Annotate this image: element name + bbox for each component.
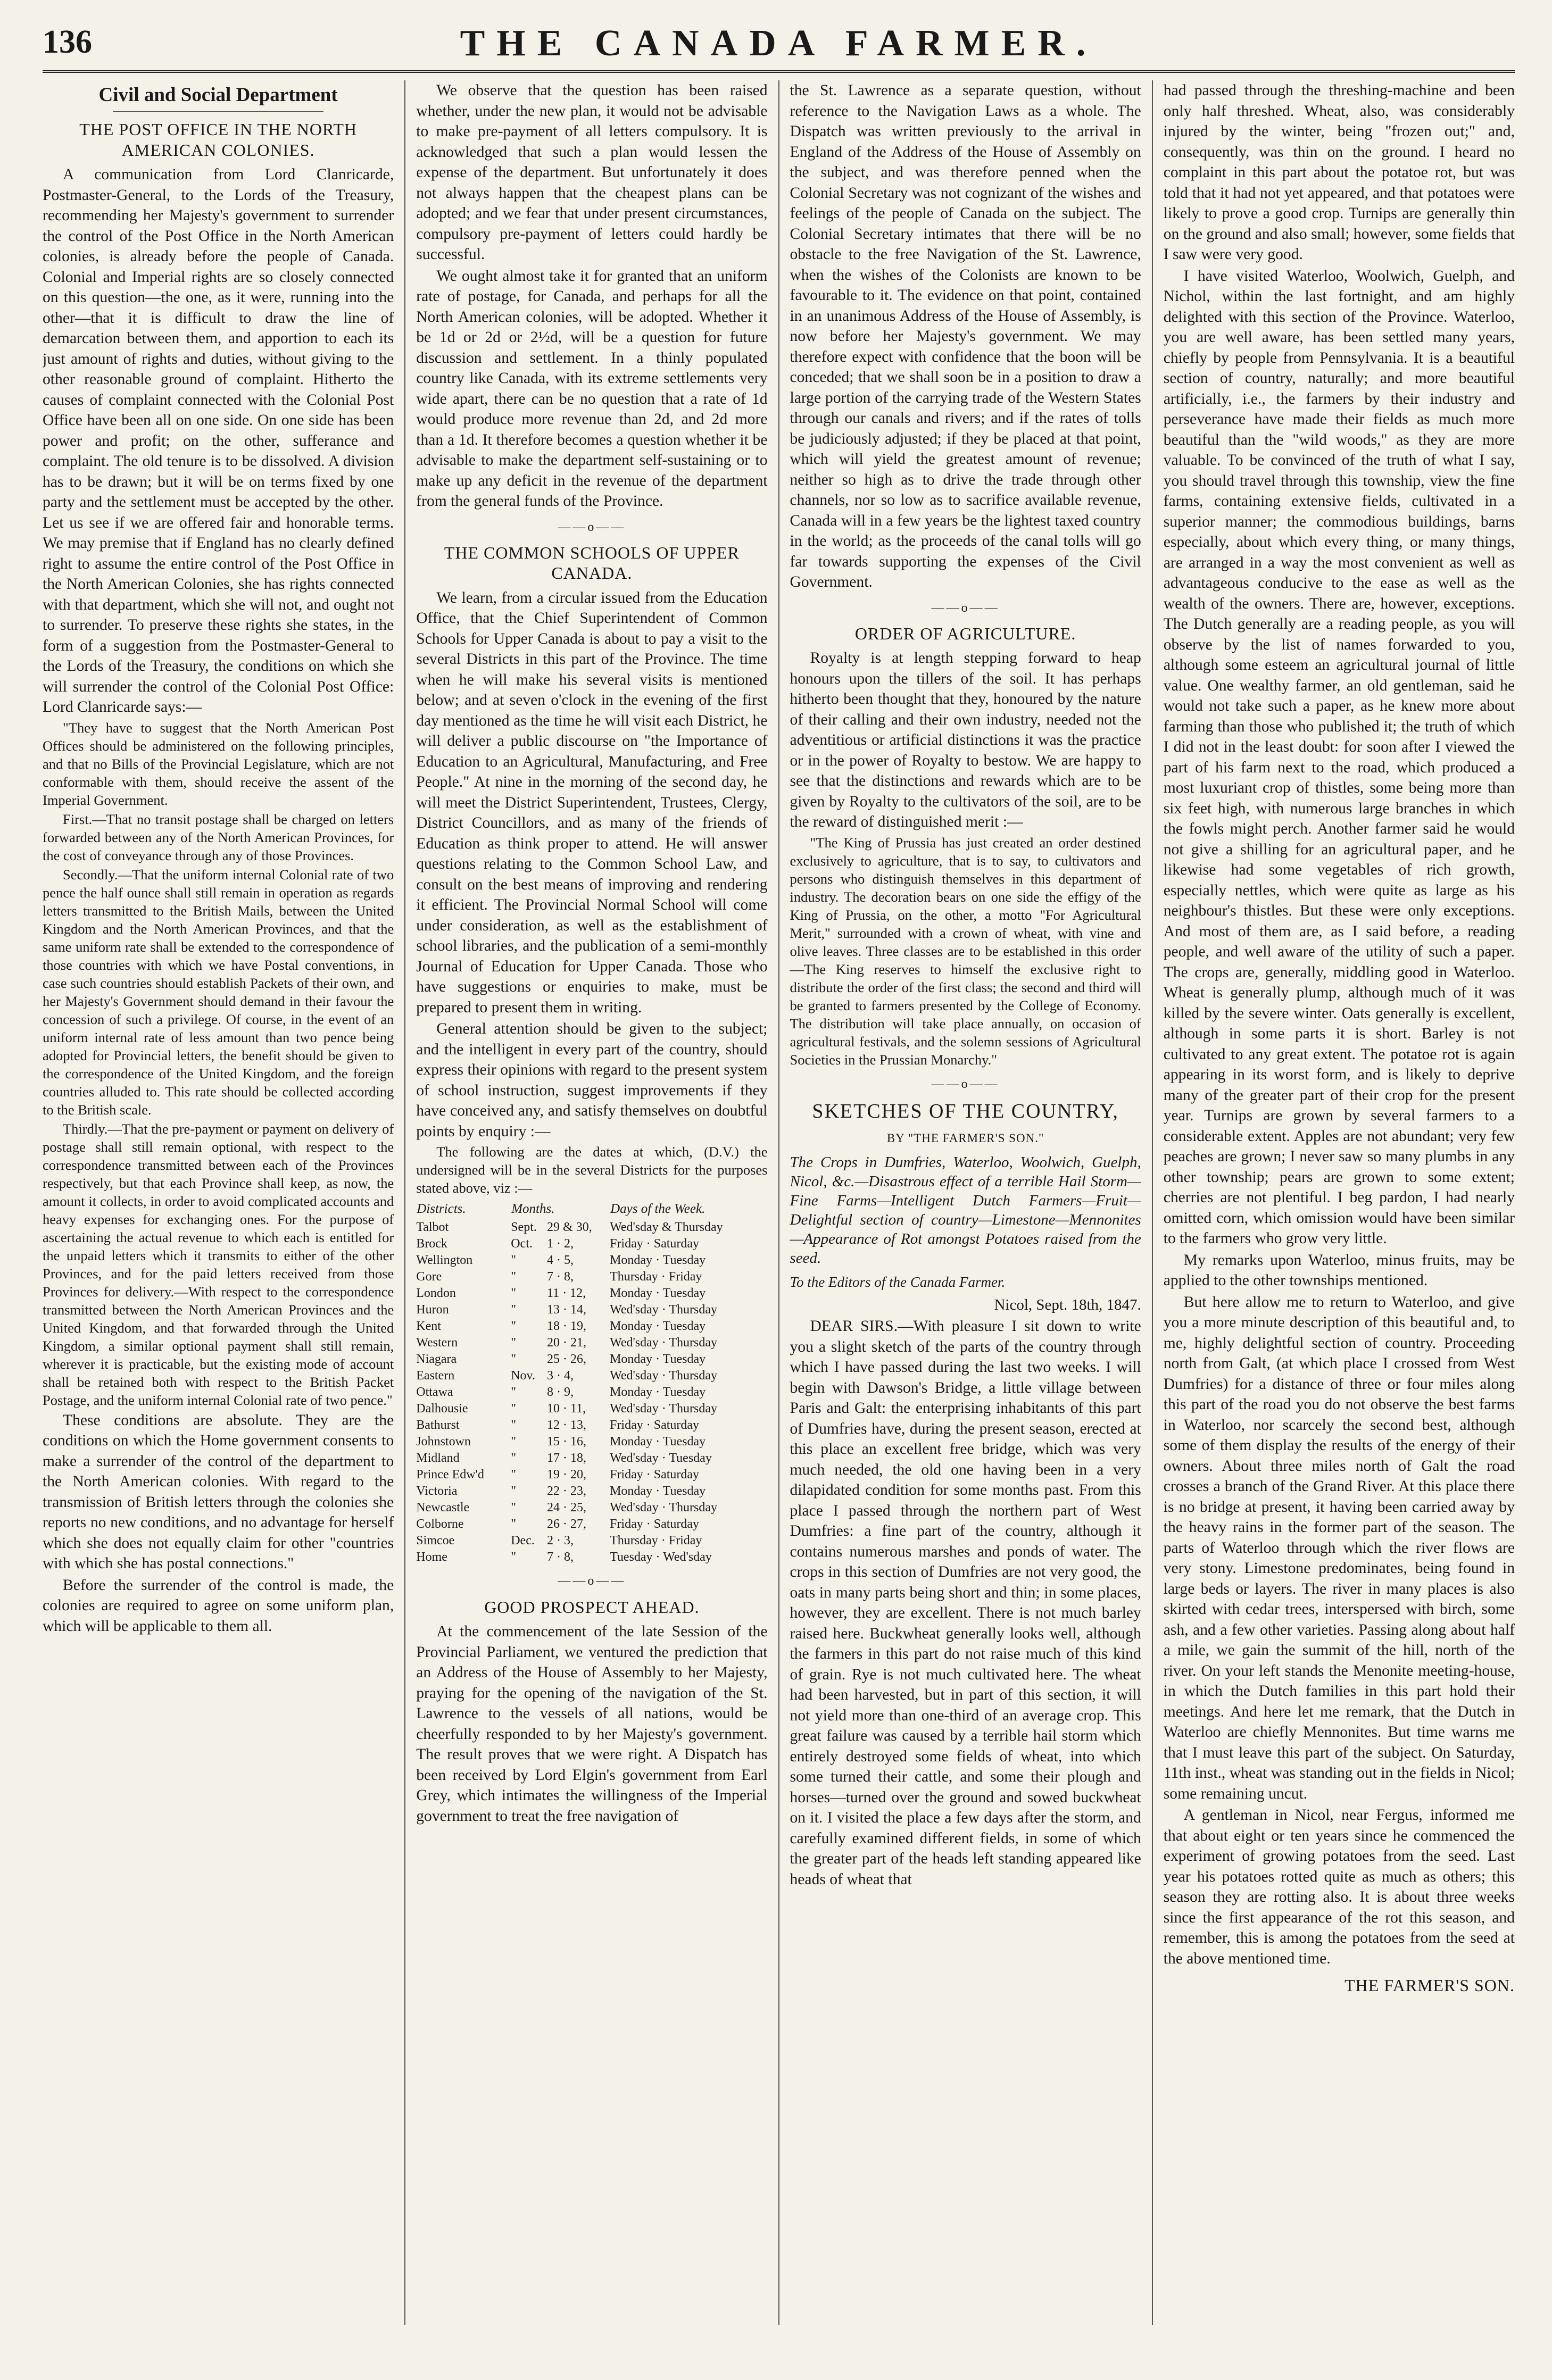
salutation-to-editors: To the Editors of the Canada Farmer. bbox=[790, 1274, 1006, 1291]
schedule-district: Simcoe bbox=[416, 1534, 455, 1548]
column-1 bbox=[43, 80, 404, 2325]
schedule-days: Wed'sday · Thursday bbox=[610, 1402, 717, 1416]
byline: BY "THE FARMER'S SON." bbox=[886, 1131, 1044, 1145]
schedule-header: Days of the Week. bbox=[610, 1202, 706, 1217]
dateline: Nicol, Sept. 18th, 1847. bbox=[994, 1296, 1141, 1313]
schedule-month: " bbox=[511, 1352, 516, 1367]
schedule-month: " bbox=[511, 1303, 516, 1317]
schedule-days: Thursday · Friday bbox=[610, 1270, 702, 1284]
paragraph: General attention should be given to the subject; and the intelligent in every part of the country, should express their opinions with regard to the present system of school instruction, suggest improvements if they have conceived any, and satisfy themselves on doubtful points by enquiry :— bbox=[416, 1020, 768, 1140]
schedule-district: Prince Edw'd bbox=[416, 1468, 484, 1482]
schedule-days: Wed'sday · Thursday bbox=[610, 1369, 717, 1383]
paragraph: "The King of Prussia has just created an order destined exclusively to agriculture, that is to say, to cultivators and persons who distinguish themselves in this department of industry. The decoration bears on one side the effigy of the King of Prussia, on the other, a motto "For Agricultural Merit," surrounded with a crown of wheat, with vine and olive leaves. Three classes are to be established in this order—The King reserves to himself the exclusive right to distribute the order of the first class; the second and third will be granted to farmers presented by the College of Economy. The distribution will take place annually, on occasion of agricultural festivals, and the solemn sessions of Agricultural Societies in the Prussian Monarchy." bbox=[790, 834, 1141, 1068]
paragraph: These conditions are absolute. They are the conditions on which the Home government consents to make a surrender of the control of the department to the North American colonies. With regard to the transmission of British letters through the colonies she reports no new conditions, and no advantage for herself which she does not equally claim for other "countries with which she has postal connections." bbox=[43, 1411, 394, 1572]
schedule-days: Wed'sday & Thursday bbox=[610, 1220, 723, 1235]
schedule-dates: 24 · 25, bbox=[547, 1501, 587, 1515]
schedule-dates: 29 & 30, bbox=[547, 1220, 592, 1235]
schedule-dates: 19 · 20, bbox=[547, 1468, 587, 1482]
paragraph: I have visited Waterloo, Woolwich, Guelph, and Nichol, within the last fortnight, and am highly delighted with this section of the Province. Waterloo, you are well aware, has been settled many years, chiefly by people from Pennsylvania. It is a beautiful section of country, naturally; and more beautiful artificially, i.e., the farmers by their industry and perseverance have made their fields as much more beautiful than the "wild woods," as they are more valuable. To be convinced of the truth of what I say, you should travel through this township, view the fine farms, containing extensive fields, cultivated in a superior manner; the commodious buildings, barns especially, about which every thing, or many things, are arranged in a way the most convenient as well as advantageous conducive to the ease as well as the wealth of the owners. There are, however, exceptions. The Dutch generally are a reading people, as you will observe by the list of names forwarded to you, although some esteem an agricultural journal of little value. One wealthy farmer, an old gentleman, said he would not take such a paper, as he knew more about farming than those who published it; the truth of which I did not in the least doubt: for soon after I viewed the part of his farm next to the road, which produced a most luxuriant crop of thistles, some being more than six feet high, with numerous large branches in which the fowls might perch. Another farmer said he would not give a shilling for an agricultural paper, and he likewise had some vegetables of rich growth, especially nettles, which were quite as large as his neighbour's thistles. But these were only exceptions. And most of them are, as I said before, a reading people, and well aware of the utility of such a paper. The crops are, generally, middling good in Waterloo. Wheat is generally plump, although much of it was killed by the severe winter. Oats generally is excellent, although in some parts it is short. Barley is not cultivated to any great extent. The potatoe rot is again appearing in its worst form, and is likely to deprive many of the greater part of their crop for the present year. Turnips are grown by several farmers to a considerable extent. Apples are not abundant; very few peaches are grown; I never saw so many plumbs in any other township; pears are grown to some extent; cherries are not plentiful. I beg pardon, I had nearly omitted corn, which omission would have been similar to the farmers who grow very little. bbox=[1163, 267, 1515, 1247]
paragraph: Before the surrender of the control is made, the colonies are required to agree on some uniform plan, which will be applicable to them all. bbox=[43, 1576, 394, 1635]
schedule-days: Monday · Tuesday bbox=[610, 1352, 706, 1367]
paragraph: The following are the dates at which, (D.V.) the undersigned will be in the several Districts for the purposes stated above, viz :— bbox=[416, 1144, 768, 1196]
schedule-row bbox=[416, 1417, 767, 1434]
schedule-dates: 8 · 9, bbox=[547, 1385, 574, 1400]
paragraph: We ought almost take it for granted that an uniform rate of postage, for Canada, and perhaps for all the North American colonies, will be adopted. Whether it be 1d or 2d or 2½d, will be a question for future discussion and settlement. In a thinly populated country like Canada, with its extreme settlements very wide apart, there can be no question that a rate of 1d would produce more revenue than 2d, and 2d more than a 1d. It therefore becomes a question whether it be advisable to make the department self-sustaining or to make up any deficit in the revenue of the department from the general funds of the Province. bbox=[416, 267, 768, 510]
paragraph: DEAR SIRS.—With pleasure I sit down to write you a slight sketch of the parts of the country through which I have passed during the last two weeks. I will begin with Dawson's Bridge, a little village between Paris and Galt: the enterprising inhabitants of this part of Dumfries have, during the present season, erected at this place an excellent free bridge, which was very much needed, the old one having been in a very dilapidated condition for some months past. From this place I passed through the northern part of West Dumfries: a fine part of the country, although it contains numerous marshes and ponds of water. The crops in this section of Dumfries are not very good, the oats in many parts being short and thin; in some places, however, they are excellent. There is not much barley raised here. Buckwheat generally looks well, although the farmers in this part do not raise much of this kind of grain. Rye is not much cultivated here. The wheat had been harvested, but in part of this section, it will not yield more than one-third of an average crop. This great failure was caused by a terrible hail storm which entirely destroyed some fields of wheat, into which some turned their cattle, and some their plough and horses—turned over the ground and sowed buckwheat on it. I visited the place a few days after the storm, and carefully examined different fields, in some of which the greater part of the heads left standing appeared like heads of wheat that bbox=[790, 1318, 1141, 1888]
schedule-header-row bbox=[416, 1200, 767, 1219]
schedule-days: Friday · Saturday bbox=[610, 1418, 700, 1433]
schedule-row bbox=[416, 1302, 767, 1318]
paragraph: the St. Lawrence as a separate question, without reference to the Navigation Laws as a whole. The Dispatch was written previously to the arrival in England of the Address of the House of Assembly on the subject, and was therefore penned when the Colonial Secretary was not cognizant of the wishes and feelings of the people of Canada on the subject. The Colonial Secretary intimates that there will be no obstacle to the free Navigation of the St. Lawrence, when the wishes of the Colonists are known to be favourable to it. The evidence on that point, contained in an unanimous Address of the House of Assembly, is now before her Majesty's government. We may therefore expect with confidence that the boon will be conceded; that we shall soon be in a position to draw a large portion of the carrying trade of the Western States through our canals and rivers; and if the rates of tolls be judiciously adjusted; if they be placed at that point, which will yield the greatest amount of revenue; neither so high as to drive the trade through other channels, nor so low as to sacrifice available revenue, Canada will in a few years be the lightest taxed country in the world; as the proceeds of the canal tolls will go far towards supporting the expenses of the Civil Government. bbox=[790, 82, 1141, 590]
schedule-month: " bbox=[511, 1270, 516, 1284]
schedule-row bbox=[416, 1236, 767, 1252]
schedule-row bbox=[416, 1335, 767, 1351]
column-4 bbox=[1152, 80, 1515, 2325]
schedule-month: Dec. bbox=[511, 1534, 535, 1548]
article-title-common-schools: THE COMMON SCHOOLS OF UPPER CANADA. bbox=[444, 543, 740, 583]
schedule-dates: 11 · 12, bbox=[547, 1286, 586, 1301]
page-number: 136 bbox=[43, 24, 92, 60]
masthead bbox=[43, 21, 1515, 73]
schedule-district: Bathurst bbox=[416, 1418, 460, 1433]
article-title-post-office: THE POST OFFICE IN THE NORTH AMERICAN COLONIES. bbox=[79, 120, 358, 160]
schedule-district: Eastern bbox=[416, 1369, 455, 1383]
paragraph: had passed through the threshing-machine and been only half threshed. Wheat, also, was considerably injured by the winter, being "frozen out;" and, consequently, was thin on the ground. I heard no complaint in this part about the potatoe rot, but was told that it had not yet appeared, and that potatoes were likely to prove a good crop. Turnips are generally thin on the ground and also small; however, some fields that I saw were very good. bbox=[1163, 82, 1515, 263]
schedule-days: Wed'sday · Tuesday bbox=[610, 1451, 712, 1466]
schedule-row bbox=[416, 1467, 767, 1483]
schedule-district: Kent bbox=[416, 1319, 441, 1334]
schedule-month: " bbox=[511, 1435, 516, 1449]
schedule-row bbox=[416, 1384, 767, 1401]
schedule-dates: 1 · 2, bbox=[547, 1237, 574, 1251]
schedule-dates: 7 · 8, bbox=[547, 1550, 574, 1565]
schedule-row bbox=[416, 1219, 767, 1236]
schedule-month: " bbox=[511, 1319, 516, 1334]
paragraph: Royalty is at length stepping forward to heap honours upon the tillers of the soil. It has perhaps hitherto been thought that they, honoured by the nature of their calling and their own industry, needed not the adventitious or artificial distinctions it was the practice or in the power of Royalty to bestow. We are happy to see that the distinctions and rewards which are to be given by Royalty to the cultivators of the soil, are to be the reward of distinguished merit :— bbox=[790, 650, 1141, 831]
schedule-district: Colborne bbox=[416, 1517, 464, 1532]
schedule-dates: 7 · 8, bbox=[547, 1270, 574, 1284]
schedule-district: Western bbox=[416, 1336, 458, 1350]
schedule-row bbox=[416, 1351, 767, 1368]
schedule-district: Niagara bbox=[416, 1352, 457, 1367]
schedule-district: Gore bbox=[416, 1270, 442, 1284]
schedule-dates: 3 · 4, bbox=[547, 1369, 574, 1383]
schedule-month: " bbox=[511, 1517, 516, 1532]
schedule-district: Wellington bbox=[416, 1253, 473, 1268]
article-subhead: The Crops in Dumfries, Waterloo, Woolwich, Guelph, Nicol, &c.—Disastrous effect of a terrible Hail Storm—Fine Farms—Intelligent Dutch Farmers—Fruit—Delightful section of country—Limestone—Mennonites—Appearance of Rot amongst Potatoes raised from the seed. bbox=[790, 1154, 1141, 1267]
schedule-days: Friday · Saturday bbox=[610, 1468, 700, 1482]
schedule-dates: 25 · 26, bbox=[547, 1352, 587, 1367]
schedule-month: " bbox=[511, 1501, 516, 1515]
schedule-dates: 22 · 23, bbox=[547, 1484, 587, 1499]
paragraph: "They have to suggest that the North American Post Offices should be administered on the following principles, and that no Bills of the Provincial Legislature, which are not conformable with them, should receive the assent of the Imperial Government. bbox=[43, 719, 394, 808]
schedule-dates: 17 · 18, bbox=[547, 1451, 587, 1466]
schedule-row bbox=[416, 1549, 767, 1566]
signature: THE FARMER'S SON. bbox=[1344, 1976, 1515, 1995]
schedule-district: Dalhousie bbox=[416, 1402, 468, 1416]
schedule-month: Oct. bbox=[511, 1237, 533, 1251]
schedule-row bbox=[416, 1318, 767, 1335]
schedule-month: " bbox=[511, 1336, 516, 1350]
schedule-days: Monday · Tuesday bbox=[610, 1286, 706, 1301]
schedule-month: Sept. bbox=[511, 1220, 537, 1235]
ornament-divider: ——o—— bbox=[558, 520, 626, 534]
schedule-dates: 26 · 27, bbox=[547, 1517, 587, 1532]
column-3 bbox=[778, 80, 1152, 2325]
schedule-district: London bbox=[416, 1286, 456, 1301]
schedule-days: Monday · Tuesday bbox=[610, 1319, 706, 1334]
schedule-row bbox=[416, 1533, 767, 1549]
columns bbox=[43, 80, 1515, 2325]
schedule-dates: 18 · 19, bbox=[547, 1319, 587, 1334]
column-2 bbox=[404, 80, 778, 2325]
article-title-order-of-agriculture: ORDER OF AGRICULTURE. bbox=[854, 624, 1076, 643]
schedule-days: Monday · Tuesday bbox=[610, 1385, 706, 1400]
paragraph: Thirdly.—That the pre-payment or payment on delivery of postage shall still remain optional, with respect to the correspondence transmitted between each of the Provinces respectively, but that each Province shall keep, as now, the amount it collects, in order to avoid complicated accounts and heavy expenses for exchanging ones. For the purpose of ascertaining the actual revenue to which each is entitled for the unpaid letters which it transmits to either of the other Provinces, and for the paid letters received from those Provinces for delivery.—With respect to the correspondence transmitted between the North American Provinces and the United Kingdom, and that forwarded through the United Kingdom, a similar optional payment shall still remain, wherever it is practicable, but the existing mode of account shall be retained both with respect to the British Packet Postage, and the uniform internal Colonial rate of two pence." bbox=[43, 1120, 394, 1408]
schedule-dates: 20 · 21, bbox=[547, 1336, 587, 1350]
article-title-good-prospect: GOOD PROSPECT AHEAD. bbox=[484, 1597, 700, 1617]
schedule-days: Wed'sday · Thursday bbox=[610, 1303, 717, 1317]
schedule-month: " bbox=[511, 1402, 516, 1416]
schedule-body bbox=[416, 1219, 767, 1566]
schedule-row bbox=[416, 1483, 767, 1500]
paragraph: We observe that the question has been raised whether, under the new plan, it would not be advisable to make pre-payment of all letters compulsory. It is acknowledged that such a plan would lessen the expense of the department. But unfortunately it does not always happen that the cheapest plans can be adopted; and we fear that under present circumstances, compulsory pre-payment of letters could hardly be successful. bbox=[416, 82, 768, 263]
schedule-month: " bbox=[511, 1418, 516, 1433]
schedule-district: Talbot bbox=[416, 1220, 449, 1235]
schedule-row bbox=[416, 1285, 767, 1302]
schedule-dates: 15 · 16, bbox=[547, 1435, 587, 1449]
schedule-month: " bbox=[511, 1484, 516, 1499]
schedule-row bbox=[416, 1368, 767, 1384]
paragraph: My remarks upon Waterloo, minus fruits, may be applied to the other townships mentioned. bbox=[1163, 1251, 1515, 1289]
schedule-dates: 10 · 11, bbox=[547, 1402, 586, 1416]
schedule-district: Victoria bbox=[416, 1484, 458, 1499]
schedule-row bbox=[416, 1450, 767, 1467]
schedule-row bbox=[416, 1269, 767, 1285]
schedule-district: Brock bbox=[416, 1237, 447, 1251]
schedule-month: " bbox=[511, 1253, 516, 1268]
schedule-dates: 2 · 3, bbox=[547, 1534, 574, 1548]
schedule-days: Friday · Saturday bbox=[610, 1517, 700, 1532]
schedule-dates: 13 · 14, bbox=[547, 1303, 587, 1317]
schedule-days: Monday · Tuesday bbox=[610, 1484, 706, 1499]
schedule-days: Tuesday · Wed'sday bbox=[610, 1550, 712, 1565]
schedule-row bbox=[416, 1500, 767, 1516]
schedule-dates: 4 · 5, bbox=[547, 1253, 574, 1268]
article-title-sketches: SKETCHES OF THE COUNTRY, bbox=[812, 1100, 1119, 1123]
schedule-table bbox=[416, 1200, 767, 1566]
paragraph: A gentleman in Nicol, near Fergus, informed me that about eight or ten years since he commenced the experiment of growing potatoes from the seed. Last year his potatoes rotted quite as much as others; this season they are rotting also. It is about three weeks since the first appearance of the rot this season, and remember, this is among the potatoes from the seed at the above mentioned time. bbox=[1163, 1807, 1515, 1967]
schedule-days: Thursday · Friday bbox=[610, 1534, 702, 1548]
ornament-divider: ——o—— bbox=[931, 601, 1000, 615]
schedule-days: Friday · Saturday bbox=[610, 1237, 700, 1251]
schedule-district: Huron bbox=[416, 1303, 449, 1317]
ornament-divider: ——o—— bbox=[931, 1077, 1000, 1091]
schedule-days: Wed'sday · Thursday bbox=[610, 1336, 717, 1350]
schedule-dates: 12 · 13, bbox=[547, 1418, 587, 1433]
schedule-district: Johnstown bbox=[416, 1435, 471, 1449]
schedule-district: Midland bbox=[416, 1451, 460, 1466]
schedule-days: Monday · Tuesday bbox=[610, 1435, 706, 1449]
schedule-month: " bbox=[511, 1451, 516, 1466]
paragraph: At the commencement of the late Session of the Provincial Parliament, we ventured the prediction that an Address of the House of Assembly to her Majesty, praying for the opening of the navigation of the St. Lawrence to the vessels of all nations, would be cheerfully responded to by her Majesty's government. The result proves that we were right. A Dispatch has been received by Lord Elgin's government from Earl Grey, which intimates the willingness of the Imperial government to treat the free navigation of bbox=[416, 1623, 768, 1825]
schedule-district: Ottawa bbox=[416, 1385, 453, 1400]
paragraph: Secondly.—That the uniform internal Colonial rate of two pence the half ounce shall still remain in operation as regards letters transmitted to the British Mails, between the United Kingdom and the North American Provinces, and that the same uniform rate shall be extended to the correspondence of those countries with which we have Postal conventions, in case such countries should establish Packets of their own, and her Majesty's Government should demand in their favour the concession of such a privilege. Of course, in the event of an uniform internal rate of less amount than two pence being adopted for Provincial letters, the benefit should be given to the correspondence of the United Kingdom, and the foreign countries alluded to. This rate should be collected according to the British scale. bbox=[43, 866, 394, 1118]
paragraph: First.—That no transit postage shall be charged on letters forwarded between any of the North American Provinces, for the cost of conveyance through any of those Provinces. bbox=[43, 811, 394, 863]
schedule-district: Newcastle bbox=[416, 1501, 470, 1515]
schedule-row bbox=[416, 1401, 767, 1417]
section-heading: Civil and Social Department bbox=[98, 84, 338, 106]
schedule-days: Wed'sday · Thursday bbox=[610, 1501, 717, 1515]
schedule-row bbox=[416, 1434, 767, 1450]
divider bbox=[113, 111, 323, 112]
schedule-month: " bbox=[511, 1550, 516, 1565]
schedule-days: Monday · Tuesday bbox=[610, 1253, 706, 1268]
paper-title: THE CANADA FARMER. bbox=[460, 23, 1098, 64]
ornament-divider: ——o—— bbox=[558, 1574, 626, 1588]
schedule-month: Nov. bbox=[511, 1369, 535, 1383]
schedule-month: " bbox=[511, 1286, 516, 1301]
schedule-month: " bbox=[511, 1468, 516, 1482]
schedule-header: Districts. bbox=[417, 1202, 466, 1217]
schedule-row bbox=[416, 1516, 767, 1533]
schedule-district: Home bbox=[416, 1550, 447, 1565]
schedule-header: Months. bbox=[511, 1202, 555, 1217]
paragraph: We learn, from a circular issued from the Education Office, that the Chief Superintendent of Common Schools for Upper Canada is about to pay a visit to the several Districts in this part of the Province. The time when he will make his several visits is mentioned below; and at seven o'clock in the evening of the first day mentioned as the time he will visit each District, he will deliver a public discourse on "the Importance of Education to an Agricultural, Manufacturing, and Free People." At nine in the morning of the second day, he will meet the District Superintendent, Trustees, Clergy, District Councillors, and as many of the friends of Education as think proper to attend. He will answer questions relating to the Common School Law, and consult on the best means of improving and rendering it efficient. The Provincial Normal School will come under consideration, as well as the establishment of school libraries, and the publication of a semi-monthly Journal of Education for Upper Canada. Those who have suggestions or enquiries to make, must be prepared to present them in writing. bbox=[416, 589, 768, 1016]
schedule-row bbox=[416, 1252, 767, 1269]
paragraph: But here allow me to return to Waterloo, and give you a more minute description of this beautiful and, to me, highly delightful section of country. Proceeding north from Galt, (at which place I crossed from West Dumfries) for a distance of three or four miles along this part of the road you do not observe the best farms in Waterloo, nor scarcely the second best, although some of them display the results of the energy of their owners. About three miles north of Galt the road crosses a branch of the Grand River. At this place there is no bridge at present, it having been carried away by the heavy rains in the former part of the season. The parts of Waterloo through which the river flows are very stony. Limestone predominates, being found in large beds or layers. The river in many places is also skirted with cedar trees, interspersed with birch, some ash, and a few other varieties. Passing along about half a mile, we gain the summit of the hill, north of the river. On your left stands the Menonite meeting-house, in which the Dutch families in this part hold their meetings. And here let me remark, that the Dutch in Waterloo are chiefly Mennonites. But time warns me that I must leave this part of the subject. On Saturday, 11th inst., wheat was standing out in the fields in Nicol; some remaining uncut. bbox=[1163, 1293, 1515, 1802]
schedule-month: " bbox=[511, 1385, 516, 1400]
paragraph: A communication from Lord Clanricarde, Postmaster-General, to the Lords of the Treasury, recommending her Majesty's government to surrender the control of the Post Office in the North American colonies, is already before the people of Canada. Colonial and Imperial rights are so closely connected on this question—the one, as it were, running into the other—that it is difficult to draw the line of demarcation between them, and apportion to each its just amount of rights and duties, without giving to the other reasonable ground of complaint. Hitherto the causes of complaint connected with the Colonial Post Office have been all on one side. On one side has been power and profit; on the other, sufferance and complaint. The old tenure is to be dissolved. A division has to be drawn; but it will be on terms fixed by one party and the settlement must be accepted by the other. Let us see if we are offered fair and honorable terms. We may premise that if England has no clearly defined right to assume the entire control of the Post Office in the North American Colonies, she has rights connected with that department, which she will not, and ought not to surrender. To preserve these rights she states, in the form of a suggestion from the Postmaster-General to the Lords of the Treasury, the conditions on which she will surrender the control of the Colonial Post Office: Lord Clanricarde says:— bbox=[43, 166, 394, 716]
